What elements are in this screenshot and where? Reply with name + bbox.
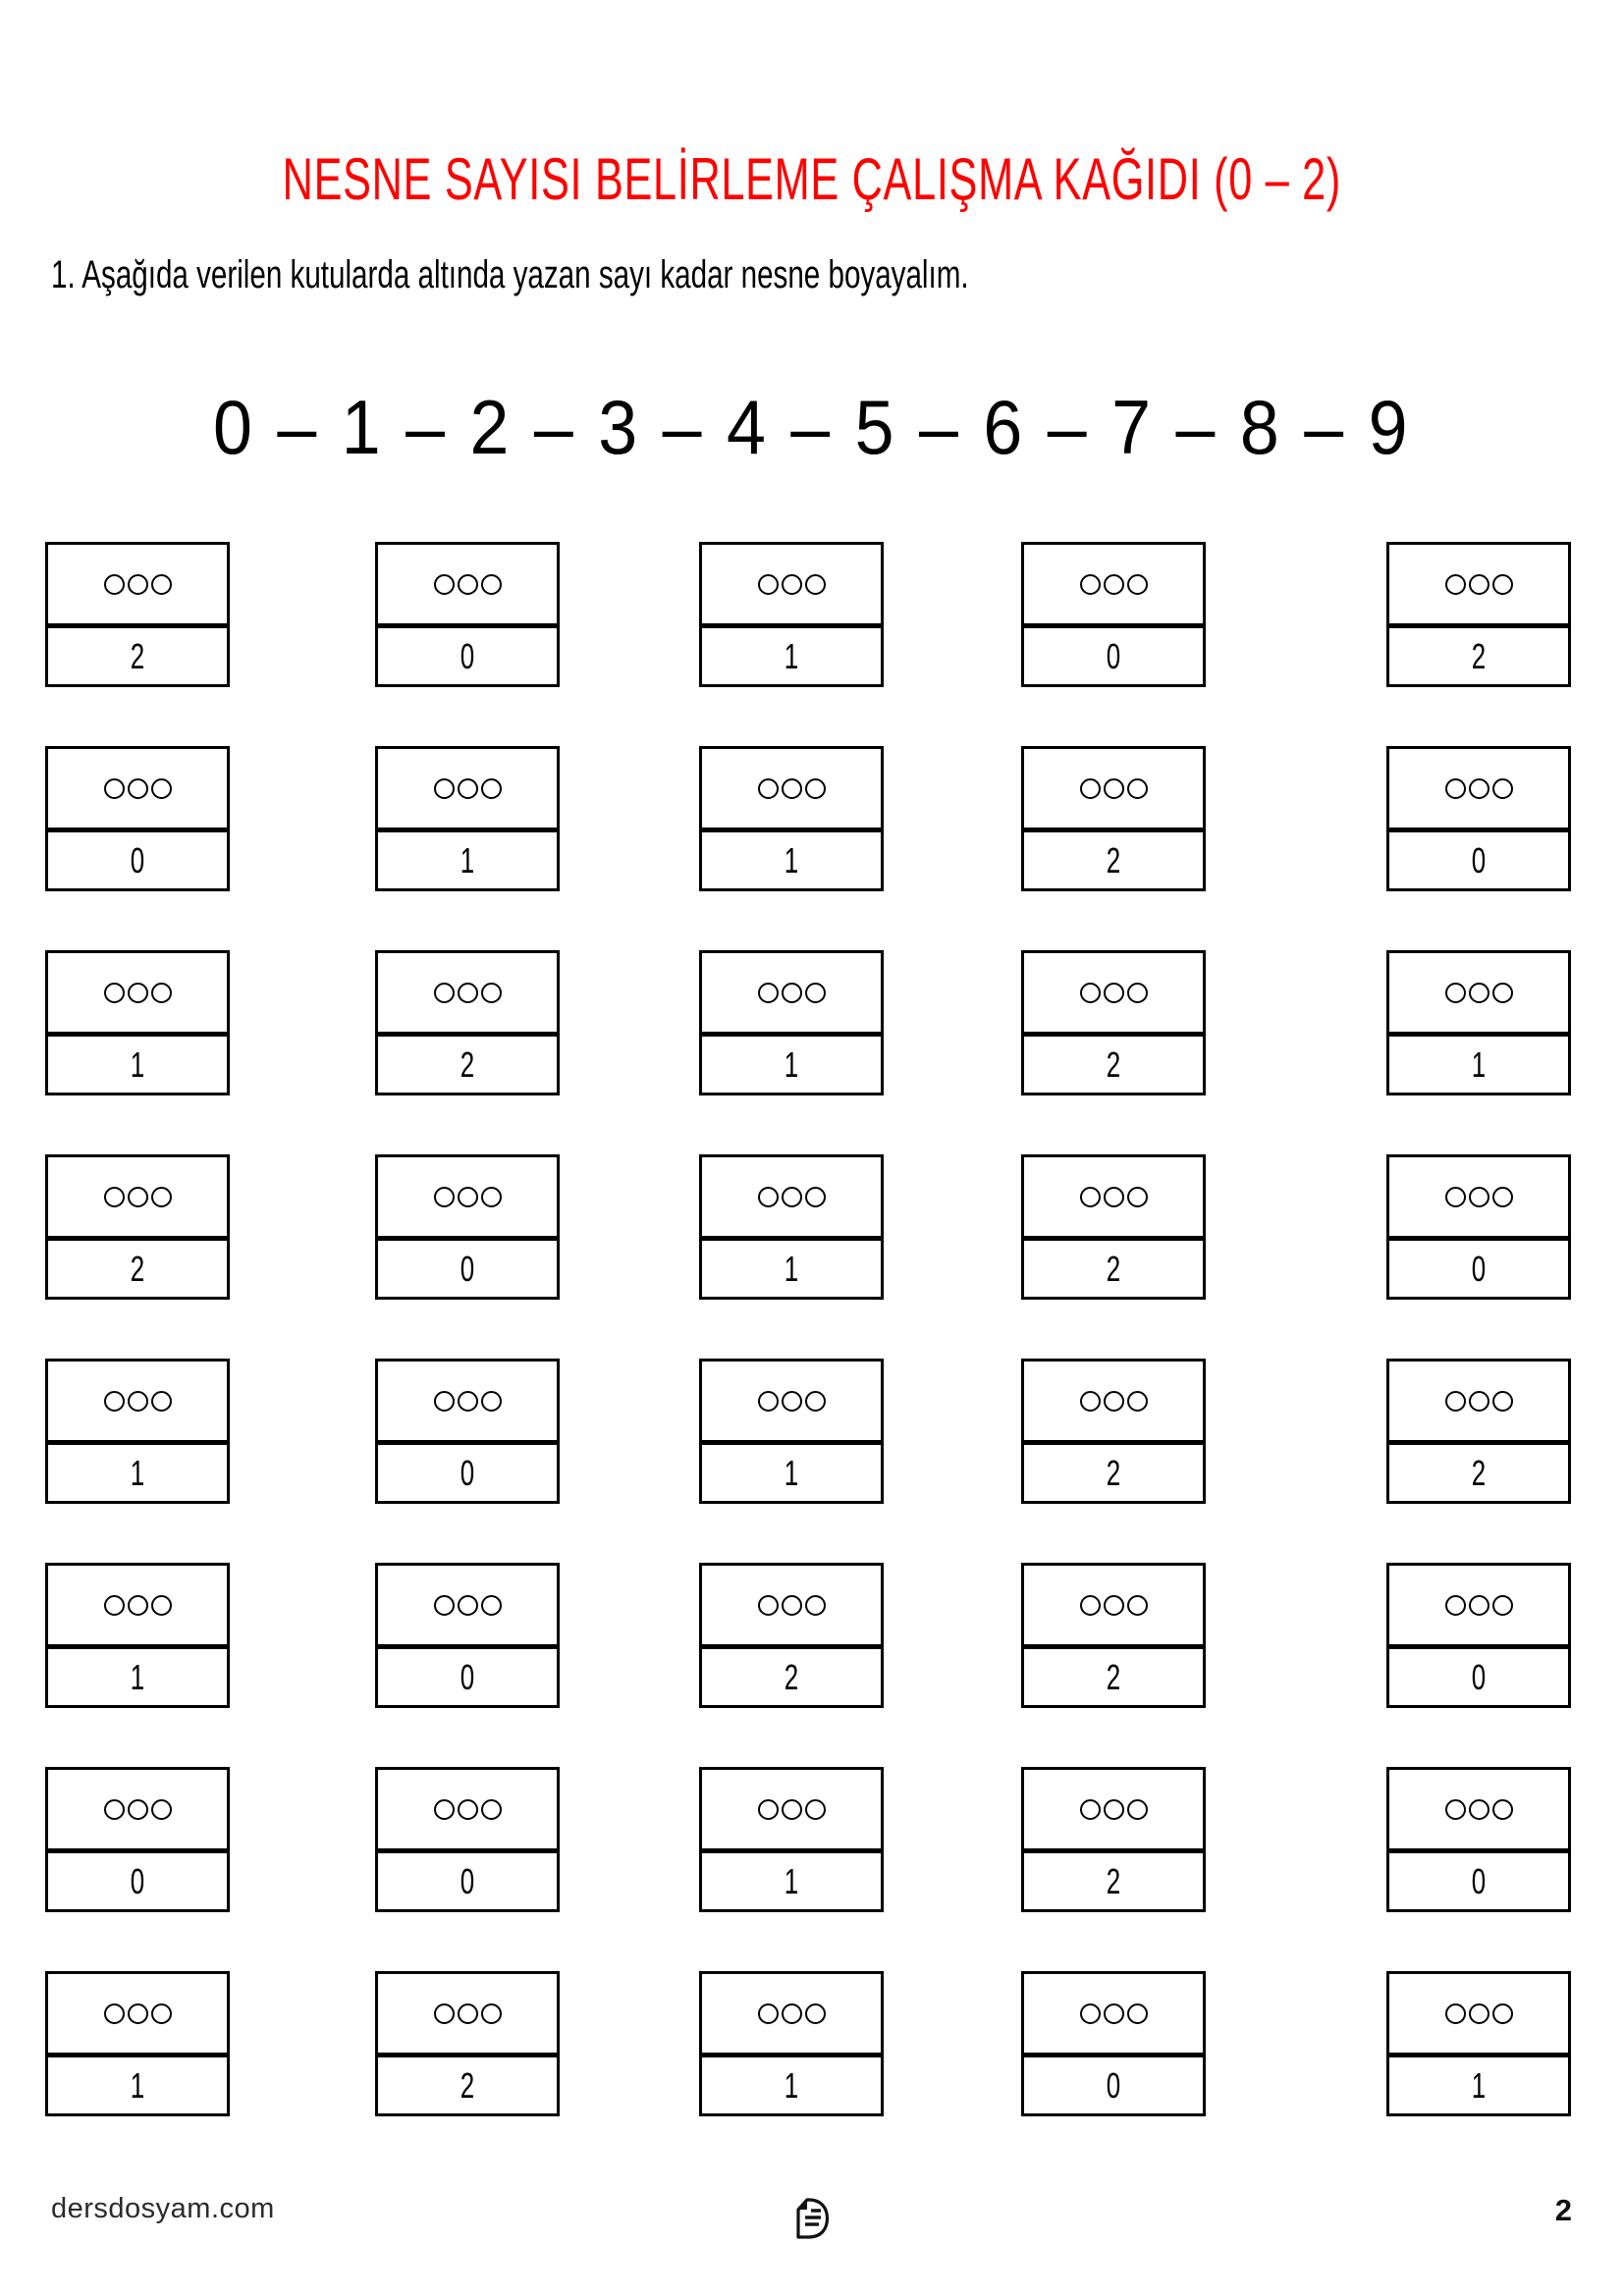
grid-row xyxy=(0,1154,1624,1300)
circle-shape xyxy=(1080,1187,1101,1207)
count-label: 0 xyxy=(460,635,475,676)
count-box xyxy=(45,542,230,687)
count-box xyxy=(1021,1359,1206,1504)
count-label: 2 xyxy=(1106,1860,1121,1901)
circles-area xyxy=(48,1362,227,1445)
circle-shape xyxy=(758,1187,779,1207)
circle-shape xyxy=(758,574,779,595)
circle-shape xyxy=(805,2003,826,2024)
circle-shape xyxy=(782,1595,802,1616)
circle-shape xyxy=(1104,2003,1124,2024)
circle-shape xyxy=(434,1595,455,1616)
count-box xyxy=(1021,1563,1206,1708)
circle-shape xyxy=(1127,1391,1148,1412)
circles-area xyxy=(378,545,557,628)
circles-area xyxy=(702,1974,881,2057)
circle-shape xyxy=(1492,2003,1513,2024)
circle-shape xyxy=(758,1799,779,1820)
count-label: 2 xyxy=(1106,1043,1121,1085)
circle-shape xyxy=(481,2003,502,2024)
circle-shape xyxy=(128,983,148,1003)
circle-shape xyxy=(1080,1595,1101,1616)
grid-row xyxy=(0,1971,1624,2116)
count-box xyxy=(375,1767,560,1912)
circle-shape xyxy=(758,1595,779,1616)
circle-shape xyxy=(481,1799,502,1820)
circles-area xyxy=(48,545,227,628)
circle-shape xyxy=(805,1187,826,1207)
circles-area xyxy=(1389,1157,1568,1241)
circles-area xyxy=(1389,1974,1568,2057)
count-box xyxy=(1386,950,1571,1095)
circle-shape xyxy=(151,1595,172,1616)
count-box xyxy=(1386,542,1571,687)
circle-shape xyxy=(151,1799,172,1820)
circles-area xyxy=(1024,953,1203,1037)
count-box xyxy=(1386,1767,1571,1912)
count-label: 0 xyxy=(1471,1248,1487,1289)
circle-shape xyxy=(104,1187,125,1207)
circle-shape xyxy=(782,2003,802,2024)
count-label: 1 xyxy=(784,1043,799,1085)
circles-area xyxy=(48,953,227,1037)
circle-shape xyxy=(1445,1595,1466,1616)
count-label: 2 xyxy=(130,635,145,676)
circle-shape xyxy=(1492,1799,1513,1820)
circle-shape xyxy=(1445,2003,1466,2024)
circle-shape xyxy=(1492,983,1513,1003)
count-box xyxy=(699,1971,884,2116)
circle-shape xyxy=(1492,1391,1513,1412)
circles-area xyxy=(702,1362,881,1445)
circle-shape xyxy=(758,1391,779,1412)
count-label: 1 xyxy=(130,1043,145,1085)
circle-shape xyxy=(782,574,802,595)
count-label: 1 xyxy=(784,839,799,881)
circle-shape xyxy=(1104,1595,1124,1616)
circle-shape xyxy=(1445,1799,1466,1820)
circles-area xyxy=(378,1362,557,1445)
circle-shape xyxy=(1469,574,1489,595)
circle-shape xyxy=(1080,778,1101,799)
count-label: 1 xyxy=(784,1248,799,1289)
circle-shape xyxy=(782,1391,802,1412)
circle-shape xyxy=(458,1187,478,1207)
circles-area xyxy=(378,1157,557,1241)
count-box xyxy=(1021,950,1206,1095)
circle-shape xyxy=(805,1595,826,1616)
circle-shape xyxy=(1104,1799,1124,1820)
footer-website: dersdosyam.com xyxy=(51,2193,275,2224)
circle-shape xyxy=(1469,778,1489,799)
count-box xyxy=(45,1767,230,1912)
page-title-text: NESNE SAYISI BELİRLEME ÇALIŞMA KAĞIDI (0 – 2) xyxy=(282,146,1342,212)
count-box xyxy=(699,1154,884,1300)
count-label: 2 xyxy=(130,1248,145,1289)
number-line xyxy=(0,383,1624,472)
count-label: 0 xyxy=(130,839,145,881)
circle-shape xyxy=(1127,2003,1148,2024)
circles-area xyxy=(1389,545,1568,628)
count-label: 1 xyxy=(130,1452,145,1493)
circle-shape xyxy=(1469,1595,1489,1616)
count-box xyxy=(375,1154,560,1300)
circle-shape xyxy=(805,574,826,595)
circle-shape xyxy=(758,778,779,799)
count-label: 1 xyxy=(784,1452,799,1493)
circle-shape xyxy=(104,1595,125,1616)
circle-shape xyxy=(1492,574,1513,595)
circle-shape xyxy=(1469,2003,1489,2024)
circles-area xyxy=(702,1770,881,1853)
circle-shape xyxy=(1080,1799,1101,1820)
circle-shape xyxy=(805,983,826,1003)
count-label: 2 xyxy=(1106,1452,1121,1493)
circle-shape xyxy=(458,1595,478,1616)
circle-shape xyxy=(1080,2003,1101,2024)
circles-area xyxy=(378,1770,557,1853)
count-label: 2 xyxy=(1106,1248,1121,1289)
count-box xyxy=(375,1971,560,2116)
count-box xyxy=(1386,1563,1571,1708)
circle-shape xyxy=(481,574,502,595)
circle-shape xyxy=(481,983,502,1003)
circle-shape xyxy=(1127,983,1148,1003)
circle-shape xyxy=(151,983,172,1003)
circle-shape xyxy=(151,778,172,799)
circle-shape xyxy=(1104,778,1124,799)
circle-shape xyxy=(458,778,478,799)
circle-shape xyxy=(758,983,779,1003)
count-box xyxy=(1021,542,1206,687)
circle-shape xyxy=(151,1187,172,1207)
circle-shape xyxy=(1469,1391,1489,1412)
count-label: 1 xyxy=(784,2064,799,2106)
count-box xyxy=(1021,1971,1206,2116)
circles-area xyxy=(1024,1157,1203,1241)
circles-area xyxy=(378,1566,557,1649)
circle-shape xyxy=(782,983,802,1003)
circle-shape xyxy=(434,574,455,595)
count-label: 1 xyxy=(130,1656,145,1697)
count-box xyxy=(45,950,230,1095)
circles-area xyxy=(702,545,881,628)
page-number: 2 xyxy=(1554,2193,1572,2227)
grid-row xyxy=(0,1359,1624,1504)
circle-shape xyxy=(1127,1187,1148,1207)
count-label: 0 xyxy=(460,1248,475,1289)
circle-shape xyxy=(782,1187,802,1207)
circle-shape xyxy=(1080,983,1101,1003)
count-box xyxy=(699,1359,884,1504)
circles-area xyxy=(702,1566,881,1649)
count-label: 1 xyxy=(1471,2064,1487,2106)
count-box xyxy=(699,1563,884,1708)
circle-shape xyxy=(128,2003,148,2024)
circles-area xyxy=(1024,1362,1203,1445)
count-box xyxy=(45,1154,230,1300)
circles-area xyxy=(48,1974,227,2057)
instruction-text: 1. Aşağıda verilen kutularda altında yazan sayı kadar nesne boyayalım. xyxy=(51,253,969,296)
circle-shape xyxy=(1127,1595,1148,1616)
circle-shape xyxy=(104,778,125,799)
count-box xyxy=(1386,1359,1571,1504)
circles-area xyxy=(1024,545,1203,628)
circle-shape xyxy=(1445,574,1466,595)
circle-shape xyxy=(128,1595,148,1616)
count-label: 2 xyxy=(1471,635,1487,676)
circle-shape xyxy=(151,574,172,595)
count-box xyxy=(45,1563,230,1708)
circle-shape xyxy=(1127,778,1148,799)
circle-shape xyxy=(128,1799,148,1820)
circle-shape xyxy=(458,2003,478,2024)
count-label: 0 xyxy=(130,1860,145,1901)
count-box xyxy=(1386,1154,1571,1300)
circles-area xyxy=(1389,749,1568,832)
count-label: 0 xyxy=(1471,1656,1487,1697)
count-label: 0 xyxy=(1106,2064,1121,2106)
grid-row xyxy=(0,950,1624,1095)
count-box xyxy=(375,542,560,687)
circle-shape xyxy=(1104,1391,1124,1412)
count-box xyxy=(699,950,884,1095)
circle-shape xyxy=(805,1391,826,1412)
circle-shape xyxy=(151,2003,172,2024)
circle-shape xyxy=(1492,1187,1513,1207)
count-label: 0 xyxy=(1471,1860,1487,1901)
grid-row xyxy=(0,542,1624,687)
circle-shape xyxy=(782,778,802,799)
count-label: 0 xyxy=(1106,635,1121,676)
circle-shape xyxy=(434,2003,455,2024)
count-box xyxy=(1021,1154,1206,1300)
count-box xyxy=(699,746,884,891)
circles-area xyxy=(1024,749,1203,832)
count-label: 2 xyxy=(784,1656,799,1697)
circle-shape xyxy=(1080,574,1101,595)
circle-shape xyxy=(458,1391,478,1412)
count-box xyxy=(45,746,230,891)
document-page-icon xyxy=(788,2197,830,2240)
count-label: 1 xyxy=(784,635,799,676)
circle-shape xyxy=(1445,983,1466,1003)
count-box xyxy=(1021,1767,1206,1912)
count-box xyxy=(375,1359,560,1504)
circle-shape xyxy=(128,1391,148,1412)
circles-area xyxy=(48,1770,227,1853)
circle-shape xyxy=(434,983,455,1003)
circle-shape xyxy=(151,1391,172,1412)
circle-shape xyxy=(1469,983,1489,1003)
circle-shape xyxy=(1127,1799,1148,1820)
circles-area xyxy=(702,953,881,1037)
circle-shape xyxy=(1104,1187,1124,1207)
circles-area xyxy=(1024,1770,1203,1853)
count-label: 1 xyxy=(784,1860,799,1901)
circle-shape xyxy=(1080,1391,1101,1412)
circle-shape xyxy=(104,1799,125,1820)
grid-row xyxy=(0,1767,1624,1912)
circles-area xyxy=(1389,1770,1568,1853)
grid-row xyxy=(0,1563,1624,1708)
circle-shape xyxy=(1445,1187,1466,1207)
circle-shape xyxy=(1469,1187,1489,1207)
count-box xyxy=(1386,746,1571,891)
count-box xyxy=(375,1563,560,1708)
circle-shape xyxy=(104,2003,125,2024)
circle-shape xyxy=(805,778,826,799)
count-box-grid xyxy=(0,542,1624,2175)
count-label: 0 xyxy=(460,1860,475,1901)
count-box xyxy=(45,1359,230,1504)
number-line-text: 0 – 1 – 2 – 3 – 4 – 5 – 6 – 7 – 8 – 9 xyxy=(213,384,1411,470)
circle-shape xyxy=(481,778,502,799)
page-title xyxy=(0,145,1624,213)
circles-area xyxy=(1389,1566,1568,1649)
circles-area xyxy=(1024,1974,1203,2057)
circle-shape xyxy=(481,1391,502,1412)
circle-shape xyxy=(805,1799,826,1820)
count-label: 2 xyxy=(460,1043,475,1085)
count-box xyxy=(1021,746,1206,891)
circles-area xyxy=(48,1566,227,1649)
circle-shape xyxy=(1104,983,1124,1003)
count-label: 2 xyxy=(1106,1656,1121,1697)
circle-shape xyxy=(1127,574,1148,595)
circle-shape xyxy=(434,1391,455,1412)
circles-area xyxy=(378,1974,557,2057)
circle-shape xyxy=(1469,1799,1489,1820)
count-label: 2 xyxy=(1471,1452,1487,1493)
count-box xyxy=(699,1767,884,1912)
count-box xyxy=(1386,1971,1571,2116)
count-box xyxy=(45,1971,230,2116)
circle-shape xyxy=(458,983,478,1003)
circle-shape xyxy=(104,983,125,1003)
circles-area xyxy=(1389,1362,1568,1445)
circles-area xyxy=(1389,953,1568,1037)
circle-shape xyxy=(128,574,148,595)
circle-shape xyxy=(434,778,455,799)
circle-shape xyxy=(434,1187,455,1207)
circle-shape xyxy=(1445,1391,1466,1412)
circle-shape xyxy=(1104,574,1124,595)
count-label: 2 xyxy=(460,2064,475,2106)
count-box xyxy=(699,542,884,687)
circle-shape xyxy=(481,1595,502,1616)
circle-shape xyxy=(481,1187,502,1207)
circle-shape xyxy=(1492,1595,1513,1616)
count-label: 1 xyxy=(1471,1043,1487,1085)
circle-shape xyxy=(1492,778,1513,799)
count-label: 0 xyxy=(1471,839,1487,881)
count-box xyxy=(375,950,560,1095)
count-label: 0 xyxy=(460,1656,475,1697)
circles-area xyxy=(702,1157,881,1241)
count-label: 2 xyxy=(1106,839,1121,881)
circle-shape xyxy=(104,574,125,595)
circle-shape xyxy=(128,1187,148,1207)
circle-shape xyxy=(128,778,148,799)
circle-shape xyxy=(1445,778,1466,799)
circle-shape xyxy=(458,574,478,595)
circle-shape xyxy=(458,1799,478,1820)
count-label: 1 xyxy=(130,2064,145,2106)
count-label: 1 xyxy=(460,839,475,881)
circles-area xyxy=(1024,1566,1203,1649)
circle-shape xyxy=(434,1799,455,1820)
circle-shape xyxy=(104,1391,125,1412)
circles-area xyxy=(378,749,557,832)
circles-area xyxy=(48,749,227,832)
count-label: 0 xyxy=(460,1452,475,1493)
grid-row xyxy=(0,746,1624,891)
circles-area xyxy=(378,953,557,1037)
circles-area xyxy=(48,1157,227,1241)
count-box xyxy=(375,746,560,891)
circles-area xyxy=(702,749,881,832)
circle-shape xyxy=(758,2003,779,2024)
circle-shape xyxy=(782,1799,802,1820)
instruction-line xyxy=(51,253,1291,297)
